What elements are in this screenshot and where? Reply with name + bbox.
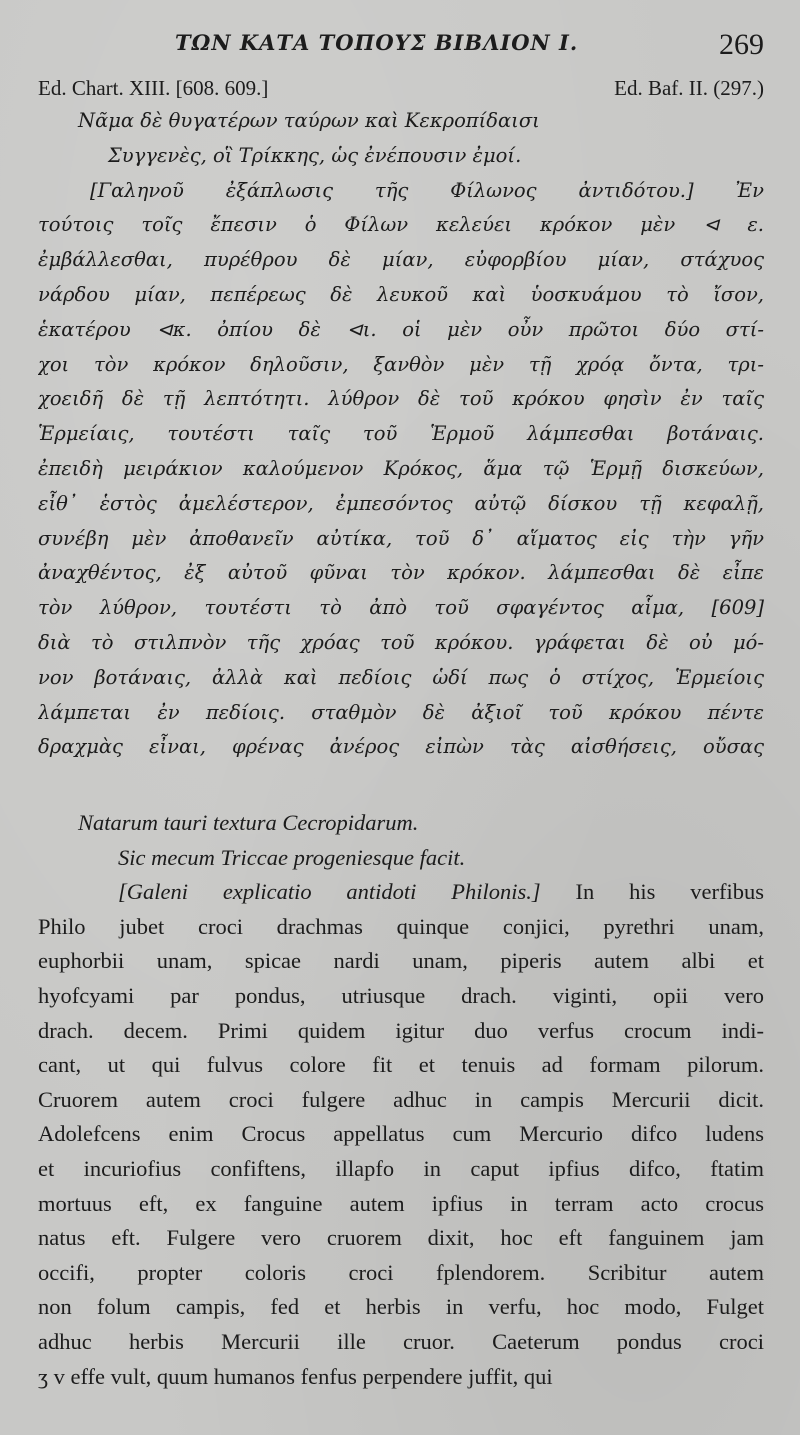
greek-text-line: ἑκατέρου ⊲κ. ὀπίου δὲ ⊲ι. οἱ μὲν οὖν πρῶτοι δύο στί- — [38, 317, 764, 341]
latin-text-line: Adolefcens enim Crocus appellatus cum Mercurio difco ludens — [38, 1121, 764, 1147]
greek-verse-line: Νᾶμα δὲ θυγατέρων ταύρων καὶ Κεκροπίδαισι — [78, 109, 540, 132]
edition-reference-basel: Ed. Baf. II. (297.) — [614, 76, 764, 100]
running-head — [0, 28, 800, 62]
latin-text-line: mortuus eft, ex fanguine autem ipfius in terram acto crocus — [38, 1190, 764, 1216]
greek-text-line: συνέβη μὲν ἀποθανεῖν αὐτίκα, τοῦ δ᾽ αἵματος εἰς τὴν γῆν — [38, 526, 764, 550]
greek-text-line: νον βοτάναις, ἀλλὰ καὶ πεδίοις ὡδί πως ὁ στίχος, Ἑρμείοις — [38, 665, 764, 689]
greek-text-line: διὰ τὸ στιλπνὸν τῆς χρόας τοῦ κρόκου. γράφεται δὲ οὐ μό- — [38, 630, 764, 654]
greek-text-line: νάρδου μίαν, πεπέρεως δὲ λευκοῦ καὶ ὑοσκυάμου τὸ ἴσον, — [38, 282, 764, 306]
greek-verse-line: Συγγενὲς, οἳ Τρίκκης, ὡς ἐνέπουσιν ἐμοί. — [108, 143, 522, 167]
latin-text-line: Philo jubet croci drachmas quinque conjici, pyrethri unam, — [38, 913, 764, 939]
running-title: ΤΩΝ ΚΑΤΑ ΤΟΠΟΥΣ ΒΙΒΛΙΟΝ Ι. — [175, 30, 579, 55]
greek-text-line: χοειδῆ δὲ τῇ λεπτότητι. λύθρον δὲ τοῦ κρόκου φησὶν ἐν ταῖς — [38, 387, 764, 411]
greek-text-line: εἶθ᾽ ἑστὸς ἀμελέστερον, ἐμπεσόντος αὐτῷ δίσκου τῇ κεφαλῇ, — [38, 491, 764, 515]
latin-text-block — [38, 806, 764, 1394]
greek-text-line: Ἑρμείαις, τουτέστι ταῖς τοῦ Ἑρμοῦ λάμπεσθαι βοτάναις. — [38, 422, 764, 446]
greek-text-line: ἐμβάλλεσθαι, πυρέθρου δὲ μίαν, εὐφορβίου μίαν, στάχυος — [38, 248, 764, 272]
page-number: 269 — [719, 28, 764, 61]
edition-reference-line — [38, 76, 764, 102]
latin-text-line: ʒ v effe vult, quum humanos fenfus perpendere juffit, qui — [38, 1363, 553, 1389]
latin-text-line: occifi, propter coloris croci fplendorem. Scribitur autem — [38, 1259, 764, 1285]
latin-text-line: non folum campis, fed et herbis in verfu, hoc modo, Fulget — [38, 1294, 764, 1320]
latin-text-line: drach. decem. Primi quidem igitur duo verfus crocum indi- — [38, 1017, 764, 1043]
edition-reference-chartier: Ed. Chart. XIII. [608. 609.] — [38, 76, 269, 100]
latin-text-line: hyofcyami par pondus, utriusque drach. viginti, opii vero — [38, 982, 764, 1008]
latin-text-line: Cruorem autem croci fulgere adhuc in campis Mercurii dicit. — [38, 1086, 764, 1112]
greek-text-line: τὸν λύθρον, τουτέστι τὸ ἀπὸ τοῦ σφαγέντος αἷμα, [609] — [38, 596, 764, 620]
greek-text-line: τούτοις τοῖς ἔπεσιν ὁ Φίλων κελεύει κρόκον μὲν ⊲ ε. — [38, 213, 764, 237]
greek-text-line: ἀναχθέντος, ἐξ αὐτοῦ φῦναι τὸν κρόκον. λάμπεσθαι δὲ εἶπε — [38, 561, 764, 585]
latin-text-line: et incuriofius confiftens, illapfo in caput ipfius difco, ftatim — [38, 1155, 764, 1181]
latin-text-line: adhuc herbis Mercurii ille cruor. Caeterum pondus croci — [38, 1328, 764, 1354]
latin-verse-line: Natarum tauri textura Cecropidarum. — [78, 810, 419, 835]
greek-text-line: λάμπεται ἐν πεδίοις. σταθμὸν δὲ ἀξιοῖ τοῦ κρόκου πέντε — [38, 700, 764, 724]
greek-text-block — [38, 104, 764, 765]
greek-text-line: ἐπειδὴ μειράκιον καλούμενον Κρόκος, ἅμα τῷ Ἑρμῇ δισκεύων, — [38, 456, 764, 480]
greek-text-line: [Γαληνοῦ ἐξάπλωσις τῆς Φίλωνος ἀντιδότου.] Ἐν — [90, 178, 764, 202]
latin-text-line: cant, ut qui fulvus colore fit et tenuis ad formam pilorum. — [38, 1052, 764, 1078]
greek-text-line: χοι τὸν κρόκον δηλοῦσιν, ξανθὸν μὲν τῇ χρόᾳ ὄντα, τρι- — [38, 352, 764, 376]
latin-text-line: natus eft. Fulgere vero cruorem dixit, hoc eft fanguinem jam — [38, 1225, 764, 1251]
latin-text-line: euphorbii unam, spicae nardi unam, piperis autem albi et — [38, 948, 764, 974]
latin-heading-rest: In his verfibus — [540, 879, 764, 905]
latin-verse-line: Sic mecum Triccae progeniesque facit. — [118, 844, 466, 870]
latin-section-title: [Galeni explicatio antidoti Philonis.] — [118, 879, 541, 905]
greek-text-line: δραχμὰς εἶναι, φρένας ἀνέρος εἰπὼν τὰς αἰσθήσεις, οὔσας — [38, 735, 764, 759]
latin-heading-line — [38, 875, 764, 910]
